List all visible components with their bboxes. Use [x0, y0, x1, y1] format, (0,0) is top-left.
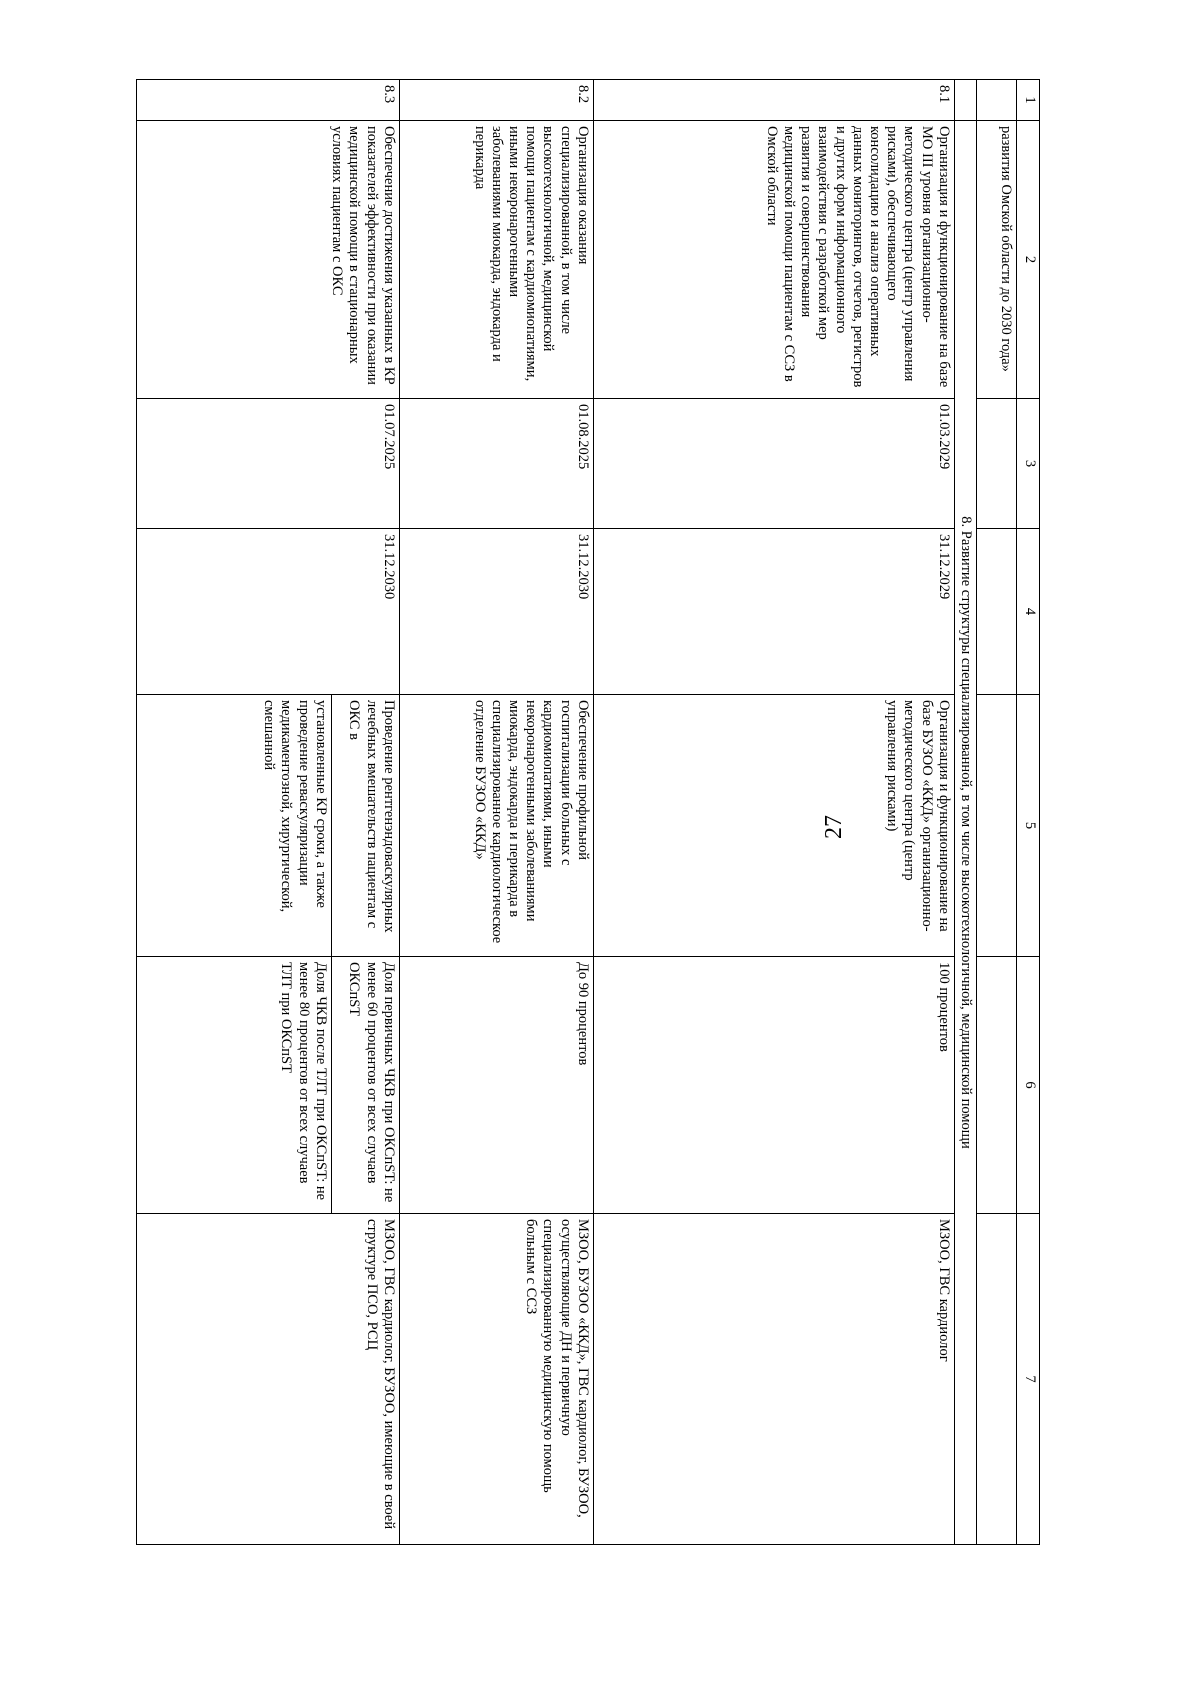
- row-indicator: 100 процентов: [593, 957, 954, 1214]
- column-number-row: [1017, 80, 1040, 1545]
- row-end-date: 31.12.2030: [399, 529, 593, 695]
- section-num-cell: [954, 80, 976, 121]
- column-number-5: 5: [1017, 695, 1040, 957]
- page-number: 27: [821, 815, 847, 839]
- column-number-3: 3: [1017, 399, 1040, 529]
- column-number-7: 7: [1017, 1214, 1040, 1545]
- table-row: [399, 80, 593, 1545]
- continuation-row: [977, 80, 1017, 1545]
- continuation-empty-cell: [977, 957, 1017, 1214]
- row-indicator: До 90 процентов: [399, 957, 593, 1214]
- section-row: [954, 80, 976, 1545]
- row-result-part-a: Проведение рентгенэндоваскулярных лечебных вмешательств пациентам с ОКС в: [331, 695, 399, 957]
- row-end-date: 31.12.2030: [136, 529, 399, 695]
- row-result: Организация и функционирование на базе БУЗОО «ККД» организационно-методического центра (центр управления рисками): [593, 695, 954, 957]
- continuation-empty-cell: [977, 1214, 1017, 1545]
- column-number-6: 6: [1017, 957, 1040, 1214]
- continuation-empty-cell: [977, 529, 1017, 695]
- section-title: 8. Развитие структуры специализированной, в том числе высокотехнологичной, медицинской помощи: [954, 121, 976, 1545]
- row-responsible: МЗОО, БУЗОО «ККД», ГВС кардиолог, БУЗОО, осуществляющие ДН и первичную специализированную медицинскую помощь больным с ССЗ: [399, 1214, 593, 1545]
- row-start-date: 01.07.2025: [136, 399, 399, 529]
- row-indicator-part-b: Доля ЧКВ после ТЛТ при ОКСпST: не менее 80 процентов от всех случаев ТЛТ при ОКСпST: [136, 957, 331, 1214]
- table-row: [331, 80, 399, 1545]
- column-number-4: 4: [1017, 529, 1040, 695]
- row-number: 8.1: [593, 80, 954, 121]
- rotated-table-container: [119, 79, 1040, 1544]
- table-row: [593, 80, 954, 1545]
- row-responsible: МЗОО, ГВС кардиолог: [593, 1214, 954, 1545]
- row-start-date: 01.03.2029: [593, 399, 954, 529]
- action-plan-table: [136, 79, 1040, 1545]
- continuation-empty-cell: [977, 695, 1017, 957]
- row-task: Организация оказания специализированной, в том числе высокотехнологичной, медицинской помощи пациентам с кардиомиопатиями, иными некоронарогенными заболеваниями миокарда, эндокарда и перикарда: [399, 121, 593, 399]
- row-number: 8.2: [399, 80, 593, 121]
- row-result: Обеспечение профильной госпитализации больных с кардиомиопатиями, иными некоронарогенными заболеваниями миокарда, эндокарда и перикарда в специализированное кардиологическое отделение БУЗОО «ККД»: [399, 695, 593, 957]
- continuation-empty-cell: [977, 399, 1017, 529]
- column-number-1: 1: [1017, 80, 1040, 121]
- row-number: 8.3: [136, 80, 399, 121]
- row-task: Обеспечение достижения указанных в КР показателей эффективности при оказании медицинской помощи в стационарных условиях пациентам с ОКС: [136, 121, 399, 399]
- row-result-part-b: установленные КР сроки, а также проведение реваскуляризации медикаментозной, хирургической, смешанной: [136, 695, 331, 957]
- row-start-date: 01.08.2025: [399, 399, 593, 529]
- row-responsible: МЗОО, ГВС кардиолог, БУЗОО, имеющие в своей структуре ПСО, РСЦ: [136, 1214, 399, 1545]
- continuation-num-cell: [977, 80, 1017, 121]
- row-end-date: 31.12.2029: [593, 529, 954, 695]
- row-indicator-part-a: Доля первичных ЧКВ при ОКСпST: не менее 60 процентов от всех случаев ОКСпST: [331, 957, 399, 1214]
- continuation-text: развития Омской области до 2030 года»: [977, 121, 1017, 399]
- column-number-2: 2: [1017, 121, 1040, 399]
- row-task: Организация и функционирование на базе МО III уровня организационно-методического центра (центр управления рисками), обеспечивающего консолидацию и анализ оперативных данных мониторингов, отчетов, регистров и других форм информационного взаимодействия с разработкой мер развития и совершенствования медицинской помощи пациентам с ССЗ в Омской области: [593, 121, 954, 399]
